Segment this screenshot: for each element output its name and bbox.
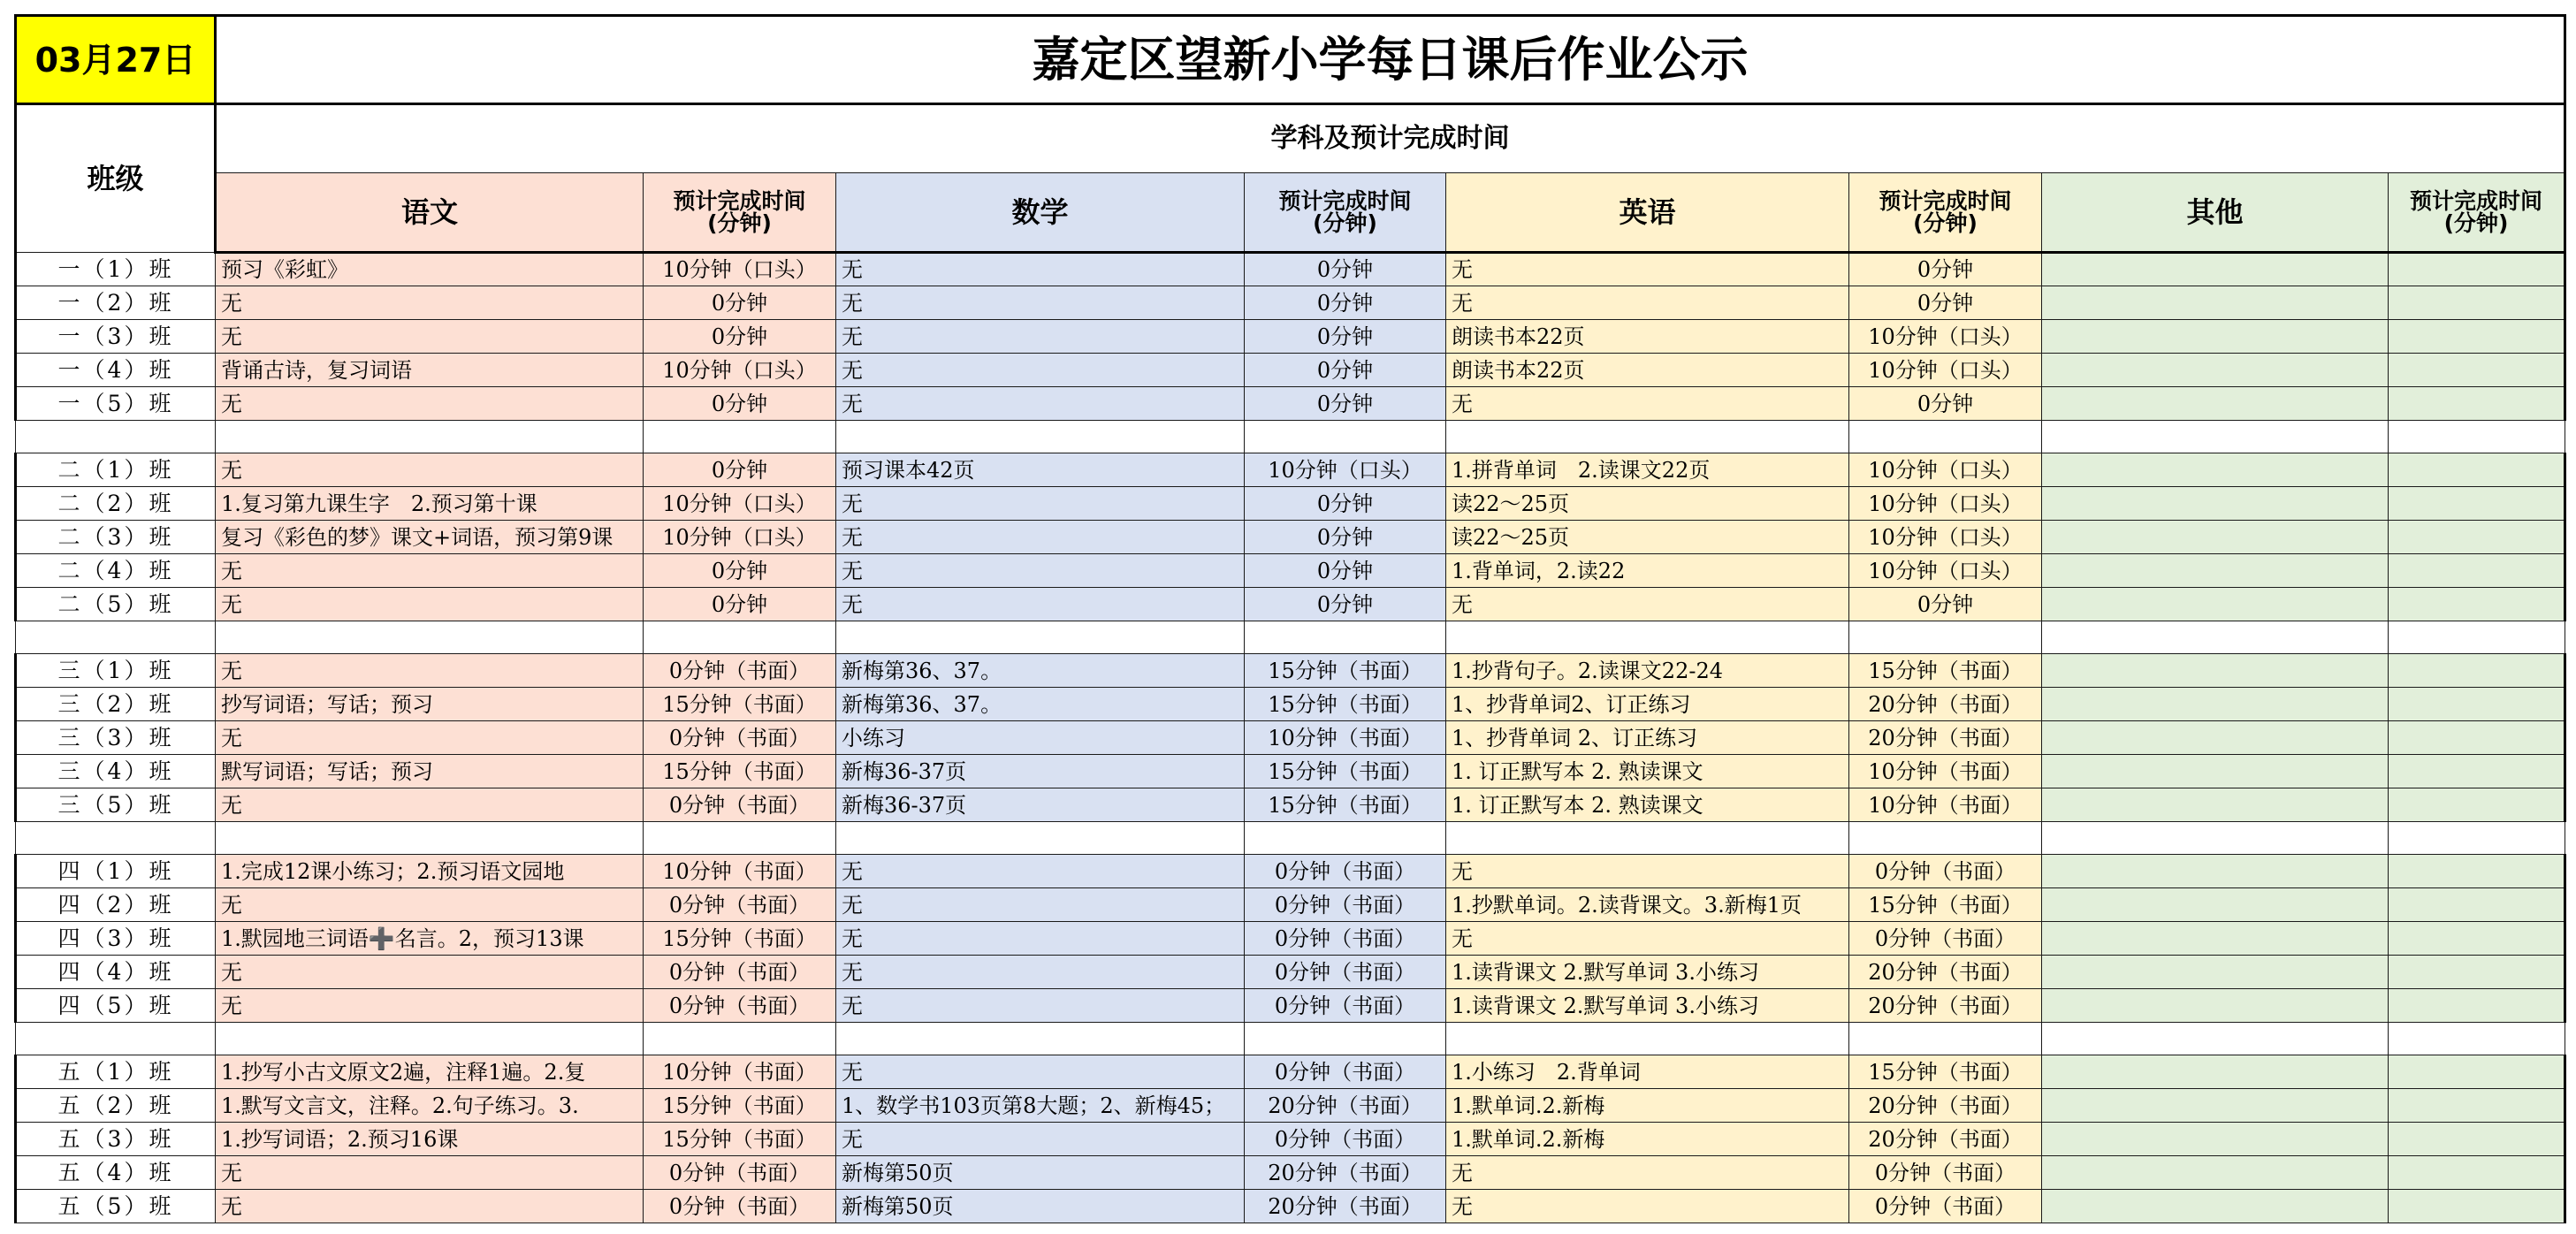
math-time-cell: 0分钟 xyxy=(1245,354,1446,387)
chinese-homework-cell: 无 xyxy=(216,588,644,621)
math-homework-cell: 新梅第36、37。 xyxy=(836,688,1245,721)
english-homework-cell: 1.抄背句子。2.读课文22-24 xyxy=(1446,654,1849,688)
chinese-homework-cell: 1.完成12课小练习；2.预习语文园地 xyxy=(216,855,644,888)
other-homework-cell xyxy=(2042,688,2389,721)
class-name-cell: 三（2）班 xyxy=(16,688,216,721)
other-time-cell xyxy=(2389,487,2565,521)
english-homework-cell: 无 xyxy=(1446,286,1849,320)
other-homework-cell xyxy=(2042,1190,2389,1223)
english-homework-cell: 无 xyxy=(1446,588,1849,621)
other-time-cell xyxy=(2389,855,2565,888)
class-name-cell: 五（1）班 xyxy=(16,1055,216,1089)
other-homework-cell xyxy=(2042,387,2389,421)
subject-group-header: 学科及预计完成时间 xyxy=(216,104,2565,173)
math-time-cell: 20分钟（书面） xyxy=(1245,1190,1446,1223)
english-homework-cell: 1.小练习 2.背单词 xyxy=(1446,1055,1849,1089)
math-homework-cell: 无 xyxy=(836,989,1245,1023)
english-header: 英语 xyxy=(1446,173,1849,253)
english-time-cell: 20分钟（书面） xyxy=(1849,1089,2042,1123)
chinese-homework-cell: 无 xyxy=(216,888,644,922)
english-homework-cell: 1、抄背单词2、订正练习 xyxy=(1446,688,1849,721)
chinese-homework-cell: 无 xyxy=(216,554,644,588)
grade-separator xyxy=(16,621,2565,654)
class-name-cell: 四（3）班 xyxy=(16,922,216,956)
chinese-homework-cell: 无 xyxy=(216,788,644,822)
math-time-cell: 0分钟（书面） xyxy=(1245,1123,1446,1156)
table-row xyxy=(16,989,2565,1023)
chinese-homework-cell: 无 xyxy=(216,453,644,487)
math-time-cell: 0分钟 xyxy=(1245,286,1446,320)
english-time-header: 预计完成时间 (分钟) xyxy=(1849,173,2042,253)
table-row xyxy=(16,320,2565,354)
english-homework-cell: 1. 订正默写本 2. 熟读课文 xyxy=(1446,755,1849,788)
math-time-cell: 15分钟（书面） xyxy=(1245,755,1446,788)
table-row xyxy=(16,1089,2565,1123)
math-time-cell: 10分钟（口头） xyxy=(1245,453,1446,487)
chinese-homework-cell: 无 xyxy=(216,721,644,755)
other-homework-cell xyxy=(2042,554,2389,588)
english-time-cell: 20分钟（书面） xyxy=(1849,688,2042,721)
chinese-homework-cell: 抄写词语；写话；预习 xyxy=(216,688,644,721)
math-homework-cell: 预习课本42页 xyxy=(836,453,1245,487)
math-time-cell: 15分钟（书面） xyxy=(1245,654,1446,688)
class-name-cell: 一（1）班 xyxy=(16,253,216,286)
other-time-cell xyxy=(2389,1190,2565,1223)
english-homework-cell: 朗读书本22页 xyxy=(1446,320,1849,354)
other-time-cell xyxy=(2389,654,2565,688)
table-row xyxy=(16,487,2565,521)
chinese-homework-cell: 1.抄写小古文原文2遍，注释1遍。2.复 xyxy=(216,1055,644,1089)
math-homework-cell: 新梅36-37页 xyxy=(836,788,1245,822)
english-time-cell: 10分钟（口头） xyxy=(1849,320,2042,354)
chinese-time-cell: 15分钟（书面） xyxy=(644,688,836,721)
page-title: 嘉定区望新小学每日课后作业公示 xyxy=(216,16,2565,104)
math-time-cell: 0分钟 xyxy=(1245,588,1446,621)
math-homework-cell: 无 xyxy=(836,956,1245,989)
grade-separator xyxy=(16,1023,2565,1055)
english-homework-cell: 1. 订正默写本 2. 熟读课文 xyxy=(1446,788,1849,822)
english-time-cell: 15分钟（书面） xyxy=(1849,1055,2042,1089)
table-row xyxy=(16,721,2565,755)
chinese-time-header: 预计完成时间 (分钟) xyxy=(644,173,836,253)
other-homework-cell xyxy=(2042,253,2389,286)
english-time-cell: 0分钟（书面） xyxy=(1849,855,2042,888)
table-row xyxy=(16,1156,2565,1190)
english-time-cell: 10分钟（口头） xyxy=(1849,521,2042,554)
other-homework-cell xyxy=(2042,1055,2389,1089)
table-row xyxy=(16,888,2565,922)
class-name-cell: 二（2）班 xyxy=(16,487,216,521)
english-time-cell: 20分钟（书面） xyxy=(1849,989,2042,1023)
table-row xyxy=(16,1055,2565,1089)
chinese-time-cell: 15分钟（书面） xyxy=(644,922,836,956)
other-homework-cell xyxy=(2042,721,2389,755)
chinese-homework-cell: 1.默写文言文，注释。2.句子练习。3. xyxy=(216,1089,644,1123)
other-homework-cell xyxy=(2042,453,2389,487)
date-cell: 03月27日 xyxy=(16,16,216,104)
math-homework-cell: 无 xyxy=(836,487,1245,521)
chinese-time-cell: 10分钟（书面） xyxy=(644,1055,836,1089)
math-time-cell: 15分钟（书面） xyxy=(1245,688,1446,721)
math-homework-cell: 无 xyxy=(836,855,1245,888)
other-homework-cell xyxy=(2042,1123,2389,1156)
english-time-cell: 15分钟（书面） xyxy=(1849,888,2042,922)
other-homework-cell xyxy=(2042,989,2389,1023)
other-homework-cell xyxy=(2042,788,2389,822)
math-homework-cell: 无 xyxy=(836,588,1245,621)
math-homework-cell: 无 xyxy=(836,286,1245,320)
chinese-homework-cell: 背诵古诗，复习词语 xyxy=(216,354,644,387)
other-homework-cell xyxy=(2042,521,2389,554)
english-time-cell: 0分钟（书面） xyxy=(1849,922,2042,956)
math-homework-cell: 无 xyxy=(836,1123,1245,1156)
other-time-cell xyxy=(2389,721,2565,755)
math-homework-cell: 新梅第50页 xyxy=(836,1156,1245,1190)
math-homework-cell: 无 xyxy=(836,253,1245,286)
english-homework-cell: 朗读书本22页 xyxy=(1446,354,1849,387)
class-name-cell: 三（1）班 xyxy=(16,654,216,688)
math-homework-cell: 无 xyxy=(836,320,1245,354)
chinese-time-cell: 0分钟（书面） xyxy=(644,654,836,688)
class-name-cell: 五（4）班 xyxy=(16,1156,216,1190)
class-name-cell: 一（3）班 xyxy=(16,320,216,354)
table-row xyxy=(16,755,2565,788)
table-row xyxy=(16,453,2565,487)
grade-separator xyxy=(16,822,2565,855)
english-time-cell: 0分钟（书面） xyxy=(1849,1156,2042,1190)
english-time-cell: 0分钟 xyxy=(1849,588,2042,621)
other-time-cell xyxy=(2389,554,2565,588)
chinese-homework-cell: 无 xyxy=(216,654,644,688)
class-name-cell: 三（5）班 xyxy=(16,788,216,822)
other-homework-cell xyxy=(2042,354,2389,387)
english-time-cell: 20分钟（书面） xyxy=(1849,1123,2042,1156)
other-homework-cell xyxy=(2042,487,2389,521)
class-name-cell: 四（2）班 xyxy=(16,888,216,922)
math-time-header: 预计完成时间 (分钟) xyxy=(1245,173,1446,253)
table-row xyxy=(16,286,2565,320)
english-time-cell: 20分钟（书面） xyxy=(1849,956,2042,989)
other-time-header: 预计完成时间 (分钟) xyxy=(2389,173,2565,253)
math-time-cell: 15分钟（书面） xyxy=(1245,788,1446,822)
english-time-cell: 10分钟（口头） xyxy=(1849,554,2042,588)
chinese-time-cell: 0分钟（书面） xyxy=(644,956,836,989)
chinese-time-cell: 15分钟（书面） xyxy=(644,1123,836,1156)
math-homework-cell: 无 xyxy=(836,387,1245,421)
other-homework-cell xyxy=(2042,286,2389,320)
other-time-cell xyxy=(2389,888,2565,922)
english-time-cell: 10分钟（口头） xyxy=(1849,453,2042,487)
other-homework-cell xyxy=(2042,320,2389,354)
math-time-cell: 0分钟 xyxy=(1245,487,1446,521)
chinese-homework-cell: 复习《彩色的梦》课文+词语，预习第9课 xyxy=(216,521,644,554)
other-time-cell xyxy=(2389,521,2565,554)
english-homework-cell: 1.读背课文 2.默写单词 3.小练习 xyxy=(1446,956,1849,989)
english-homework-cell: 1.抄默单词。2.读背课文。3.新梅1页 xyxy=(1446,888,1849,922)
other-time-cell xyxy=(2389,453,2565,487)
class-name-cell: 四（1）班 xyxy=(16,855,216,888)
chinese-time-cell: 0分钟（书面） xyxy=(644,989,836,1023)
other-time-cell xyxy=(2389,1089,2565,1123)
table-row xyxy=(16,1123,2565,1156)
table-row xyxy=(16,855,2565,888)
other-homework-cell xyxy=(2042,1156,2389,1190)
table-row xyxy=(16,654,2565,688)
english-time-cell: 10分钟（口头） xyxy=(1849,487,2042,521)
chinese-time-cell: 0分钟 xyxy=(644,554,836,588)
chinese-time-cell: 10分钟（口头） xyxy=(644,354,836,387)
table-row xyxy=(16,688,2565,721)
other-header: 其他 xyxy=(2042,173,2389,253)
other-homework-cell xyxy=(2042,956,2389,989)
other-homework-cell xyxy=(2042,855,2389,888)
class-name-cell: 四（4）班 xyxy=(16,956,216,989)
english-time-cell: 0分钟 xyxy=(1849,286,2042,320)
chinese-time-cell: 10分钟（口头） xyxy=(644,487,836,521)
class-name-cell: 三（3）班 xyxy=(16,721,216,755)
table-row xyxy=(16,588,2565,621)
math-homework-cell: 1、数学书103页第8大题；2、新梅45； xyxy=(836,1089,1245,1123)
chinese-homework-cell: 无 xyxy=(216,1190,644,1223)
chinese-homework-cell: 无 xyxy=(216,989,644,1023)
chinese-header: 语文 xyxy=(216,173,644,253)
english-time-cell: 0分钟 xyxy=(1849,387,2042,421)
chinese-time-cell: 10分钟（书面） xyxy=(644,855,836,888)
table-row xyxy=(16,387,2565,421)
class-name-cell: 二（3）班 xyxy=(16,521,216,554)
english-homework-cell: 1.默单词.2.新梅 xyxy=(1446,1123,1849,1156)
english-homework-cell: 1.读背课文 2.默写单词 3.小练习 xyxy=(1446,989,1849,1023)
other-homework-cell xyxy=(2042,654,2389,688)
other-time-cell xyxy=(2389,387,2565,421)
chinese-time-cell: 0分钟 xyxy=(644,286,836,320)
chinese-homework-cell: 无 xyxy=(216,320,644,354)
math-homework-cell: 无 xyxy=(836,354,1245,387)
english-time-cell: 20分钟（书面） xyxy=(1849,721,2042,755)
table-row xyxy=(16,253,2565,286)
chinese-homework-cell: 预习《彩虹》 xyxy=(216,253,644,286)
math-time-cell: 0分钟 xyxy=(1245,521,1446,554)
english-homework-cell: 无 xyxy=(1446,1156,1849,1190)
other-time-cell xyxy=(2389,788,2565,822)
math-homework-cell: 无 xyxy=(836,922,1245,956)
english-homework-cell: 无 xyxy=(1446,387,1849,421)
table-row xyxy=(16,956,2565,989)
math-homework-cell: 无 xyxy=(836,554,1245,588)
other-homework-cell xyxy=(2042,1089,2389,1123)
math-time-cell: 0分钟（书面） xyxy=(1245,888,1446,922)
other-homework-cell xyxy=(2042,922,2389,956)
other-time-cell xyxy=(2389,286,2565,320)
table-row xyxy=(16,354,2565,387)
english-homework-cell: 1、抄背单词 2、订正练习 xyxy=(1446,721,1849,755)
class-name-cell: 一（2）班 xyxy=(16,286,216,320)
table-row xyxy=(16,554,2565,588)
other-homework-cell xyxy=(2042,888,2389,922)
other-time-cell xyxy=(2389,922,2565,956)
english-homework-cell: 无 xyxy=(1446,922,1849,956)
other-time-cell xyxy=(2389,956,2565,989)
chinese-homework-cell: 无 xyxy=(216,1156,644,1190)
class-name-cell: 四（5）班 xyxy=(16,989,216,1023)
chinese-homework-cell: 1.复习第九课生字 2.预习第十课 xyxy=(216,487,644,521)
other-time-cell xyxy=(2389,1123,2565,1156)
math-time-cell: 20分钟（书面） xyxy=(1245,1156,1446,1190)
chinese-time-cell: 0分钟（书面） xyxy=(644,1190,836,1223)
english-homework-cell: 无 xyxy=(1446,253,1849,286)
english-time-cell: 10分钟（书面） xyxy=(1849,788,2042,822)
chinese-time-cell: 0分钟 xyxy=(644,588,836,621)
other-time-cell xyxy=(2389,1055,2565,1089)
math-homework-cell: 新梅第36、37。 xyxy=(836,654,1245,688)
math-homework-cell: 无 xyxy=(836,1055,1245,1089)
class-name-cell: 五（3）班 xyxy=(16,1123,216,1156)
chinese-homework-cell: 1.抄写词语；2.预习16课 xyxy=(216,1123,644,1156)
class-name-cell: 五（5）班 xyxy=(16,1190,216,1223)
chinese-time-cell: 15分钟（书面） xyxy=(644,1089,836,1123)
class-name-cell: 二（1）班 xyxy=(16,453,216,487)
math-time-cell: 0分钟（书面） xyxy=(1245,989,1446,1023)
english-homework-cell: 1.背单词，2.读22 xyxy=(1446,554,1849,588)
math-time-cell: 0分钟 xyxy=(1245,554,1446,588)
class-column-header: 班级 xyxy=(16,104,216,253)
other-homework-cell xyxy=(2042,755,2389,788)
math-time-cell: 0分钟 xyxy=(1245,253,1446,286)
chinese-homework-cell: 无 xyxy=(216,956,644,989)
english-homework-cell: 无 xyxy=(1446,1190,1849,1223)
english-homework-cell: 读22～25页 xyxy=(1446,521,1849,554)
math-homework-cell: 新梅第50页 xyxy=(836,1190,1245,1223)
other-time-cell xyxy=(2389,253,2565,286)
chinese-time-cell: 0分钟 xyxy=(644,387,836,421)
chinese-time-cell: 10分钟（口头） xyxy=(644,253,836,286)
chinese-time-cell: 0分钟（书面） xyxy=(644,1156,836,1190)
math-time-cell: 0分钟 xyxy=(1245,387,1446,421)
class-name-cell: 一（5）班 xyxy=(16,387,216,421)
table-row xyxy=(16,922,2565,956)
english-time-cell: 15分钟（书面） xyxy=(1849,654,2042,688)
other-time-cell xyxy=(2389,989,2565,1023)
chinese-homework-cell: 默写词语；写话；预习 xyxy=(216,755,644,788)
other-time-cell xyxy=(2389,320,2565,354)
math-homework-cell: 无 xyxy=(836,888,1245,922)
math-homework-cell: 新梅36-37页 xyxy=(836,755,1245,788)
class-name-cell: 二（5）班 xyxy=(16,588,216,621)
other-time-cell xyxy=(2389,688,2565,721)
english-time-cell: 0分钟 xyxy=(1849,253,2042,286)
english-homework-cell: 1.拼背单词 2.读课文22页 xyxy=(1446,453,1849,487)
math-time-cell: 0分钟 xyxy=(1245,320,1446,354)
other-time-cell xyxy=(2389,1156,2565,1190)
english-time-cell: 10分钟（书面） xyxy=(1849,755,2042,788)
other-homework-cell xyxy=(2042,588,2389,621)
math-homework-cell: 无 xyxy=(836,521,1245,554)
english-homework-cell: 无 xyxy=(1446,855,1849,888)
english-time-cell: 10分钟（口头） xyxy=(1849,354,2042,387)
math-time-cell: 20分钟（书面） xyxy=(1245,1089,1446,1123)
class-name-cell: 二（4）班 xyxy=(16,554,216,588)
english-homework-cell: 读22～25页 xyxy=(1446,487,1849,521)
chinese-time-cell: 0分钟（书面） xyxy=(644,888,836,922)
other-time-cell xyxy=(2389,588,2565,621)
table-row xyxy=(16,1190,2565,1223)
chinese-time-cell: 0分钟 xyxy=(644,453,836,487)
class-name-cell: 五（2）班 xyxy=(16,1089,216,1123)
english-time-cell: 0分钟（书面） xyxy=(1849,1190,2042,1223)
other-time-cell xyxy=(2389,755,2565,788)
class-name-cell: 三（4）班 xyxy=(16,755,216,788)
math-homework-cell: 小练习 xyxy=(836,721,1245,755)
chinese-time-cell: 10分钟（口头） xyxy=(644,521,836,554)
chinese-time-cell: 0分钟（书面） xyxy=(644,788,836,822)
table-row xyxy=(16,521,2565,554)
chinese-homework-cell: 无 xyxy=(216,387,644,421)
other-time-cell xyxy=(2389,354,2565,387)
math-time-cell: 0分钟（书面） xyxy=(1245,1055,1446,1089)
chinese-time-cell: 15分钟（书面） xyxy=(644,755,836,788)
chinese-homework-cell: 无 xyxy=(216,286,644,320)
english-homework-cell: 1.默单词.2.新梅 xyxy=(1446,1089,1849,1123)
chinese-homework-cell: 1.默园地三词语➕名言。2，预习13课 xyxy=(216,922,644,956)
grade-separator xyxy=(16,421,2565,453)
table-row xyxy=(16,788,2565,822)
chinese-time-cell: 0分钟 xyxy=(644,320,836,354)
math-header: 数学 xyxy=(836,173,1245,253)
math-time-cell: 0分钟（书面） xyxy=(1245,855,1446,888)
class-name-cell: 一（4）班 xyxy=(16,354,216,387)
chinese-time-cell: 0分钟（书面） xyxy=(644,721,836,755)
homework-table xyxy=(14,14,2566,1223)
math-time-cell: 0分钟（书面） xyxy=(1245,956,1446,989)
math-time-cell: 10分钟（书面） xyxy=(1245,721,1446,755)
math-time-cell: 0分钟（书面） xyxy=(1245,922,1446,956)
